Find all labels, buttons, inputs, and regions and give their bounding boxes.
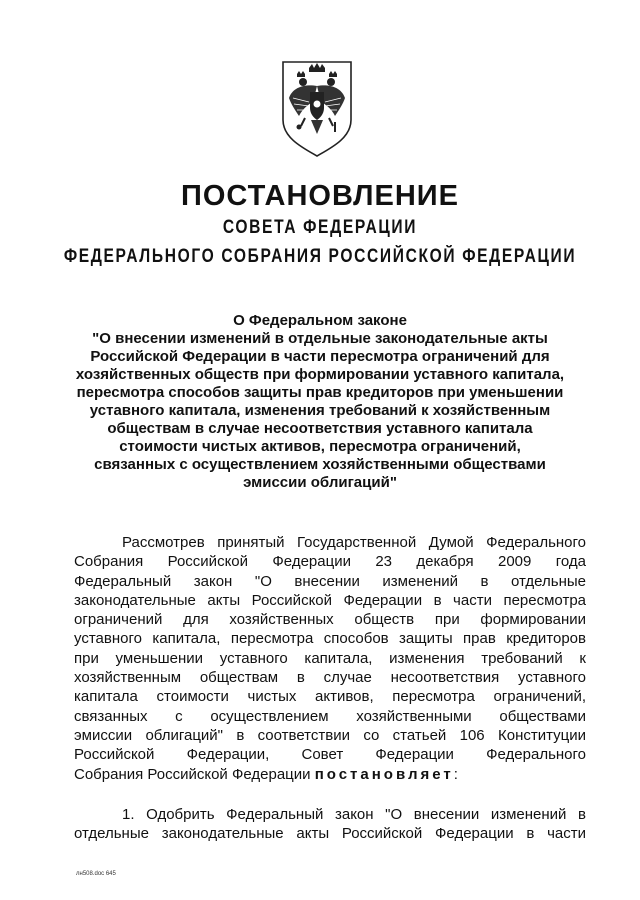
paragraph-line: законодательные акты Российской Федерации в части пересмотра [74, 591, 586, 609]
caption-line: хозяйственных обществ при формировании уставного капитала, [75, 366, 565, 383]
paragraph-line: ограничений для хозяйственных обществ при формировании [74, 611, 586, 629]
caption-line: стоимости чистых активов, пересмотра ограничений, [119, 438, 521, 455]
document-subtitle-assembly: ФЕДЕРАЛЬНОГО СОБРАНИЯ РОССИЙСКОЙ ФЕДЕРАЦИИ [63, 246, 577, 267]
caption-line: Российской Федерации в части пересмотра ограничений для [90, 348, 550, 365]
caption-line: "О внесении изменений в отдельные законодательные акты [92, 330, 548, 347]
paragraph-line: связанных с осуществлением хозяйственными обществами [74, 707, 586, 725]
resolution-suffix: : [453, 765, 458, 783]
paragraph-line: хозяйственным обществам в случае несоответствия уставного [74, 669, 586, 687]
paragraph-line: уставного капитала, пересмотра способов защиты прав кредиторов [74, 630, 586, 648]
caption-line: эмиссии облигаций" [243, 474, 397, 491]
caption-line: обществам в случае несоответствия уставного капитала [107, 420, 533, 437]
resolution-prefix: Собрания Российской Федерации [74, 765, 315, 783]
paragraph-line: при уменьшении уставного капитала, изменения требований к [74, 649, 586, 667]
paragraph-line: Рассмотрев принятый Государственной Думой Федерального [122, 534, 586, 551]
paragraph-line: 1. Одобрить Федеральный закон "О внесении изменений в [122, 806, 586, 823]
caption-line: О Федеральном законе [233, 312, 407, 329]
document-code: лн508.doc 645 [76, 871, 116, 877]
paragraph-line-resolution [74, 765, 586, 784]
paragraph-line: отдельные законодательные акты Российской Федерации в части [74, 825, 586, 843]
double-headed-eagle-emblem-icon [279, 58, 355, 160]
law-caption [60, 312, 580, 492]
preamble-paragraph [74, 533, 586, 784]
paragraph-line: Федеральный закон "О внесении изменений в отдельные [74, 572, 586, 590]
caption-line: уставного капитала, изменения требований к хозяйственным [89, 402, 551, 419]
paragraph-line: Российской Федерации, Совет Федерации Федерального [74, 746, 586, 764]
document-subtitle-council: СОВЕТА ФЕДЕРАЦИИ [222, 217, 418, 238]
paragraph-line: Собрания Российской Федерации 23 декабря 2009 года [74, 553, 586, 571]
paragraph-line: эмиссии облигаций" в соответствии со статьей 106 Конституции [74, 726, 586, 744]
resolution-item-1 [74, 805, 586, 844]
paragraph-line: капитала стоимости чистых активов, пересмотра ограничений, [74, 688, 586, 706]
caption-line: связанных с осуществлением хозяйственными обществами [94, 456, 546, 473]
caption-line: пересмотра способов защиты прав кредиторов при уменьшении [76, 384, 564, 401]
resolution-keyword: постановляет [314, 765, 454, 783]
document-title: ПОСТАНОВЛЕНИЕ [181, 180, 459, 212]
